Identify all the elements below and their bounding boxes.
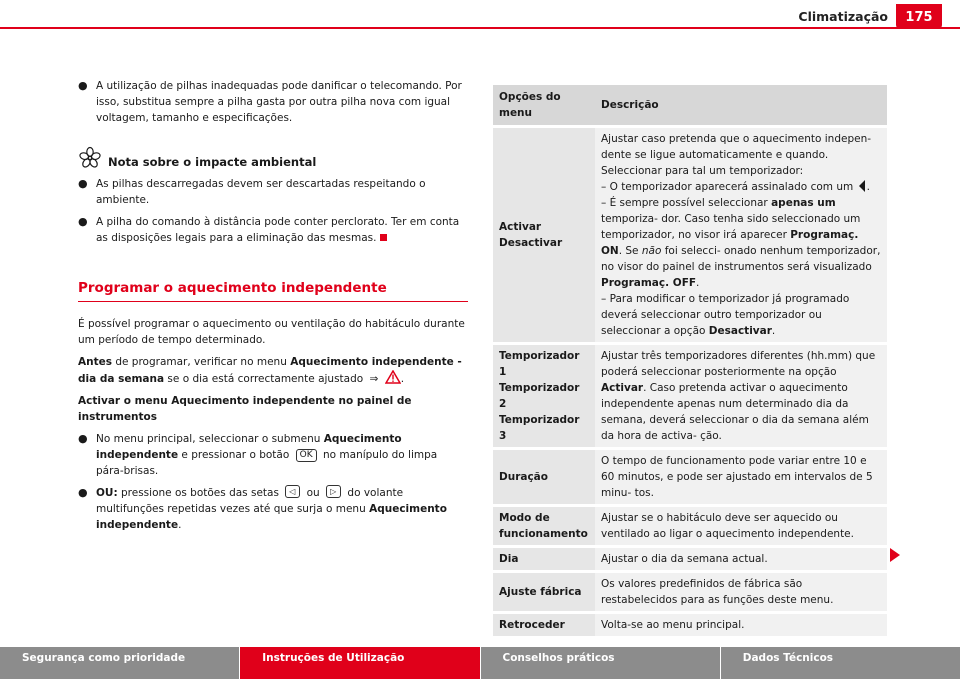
description-text: – Para modificar o temporizador já programado deverá seleccionar outro temporizador ou seleccionar a opção Desactivar. <box>601 293 850 337</box>
environment-note-title: Nota sobre o impacte ambiental <box>108 155 317 169</box>
warning-icon[interactable] <box>385 370 401 384</box>
description-fragment: Caso pretenda activar o aquecimento independente apenas num determinado dia da semana, deverá seleccionar o dia da semana além da hora de activa- ção. <box>601 382 869 442</box>
next-page-arrow-icon[interactable] <box>890 548 900 562</box>
description-fragment: Desactivar <box>708 325 772 337</box>
display-text-off: Programaç. OFF <box>601 277 697 289</box>
table-header-options: Opções do menu <box>493 85 595 127</box>
antes-menu: Aquecimento independente - dia da semana <box>78 356 462 385</box>
description-cell: Ajustar se o habitáculo deve ser aquecido ou ventilado ao ligar o aquecimento independente. <box>595 506 887 547</box>
left-column <box>78 78 468 539</box>
intro-paragraph: É possível programar o aquecimento ou ventilação do habitáculo durante um período de tempo determinado. <box>78 318 465 346</box>
env-bullet-2-text: A pilha do comando à distância pode conter perclorato. Ter em conta as disposições legais para a eliminação das mesmas. <box>96 216 460 244</box>
option-label: Modo de <box>499 512 550 524</box>
table-row <box>493 613 887 637</box>
table-row <box>493 127 887 344</box>
bullet-dot: ● <box>78 215 88 228</box>
option-label: Temporizador 2 <box>499 382 580 410</box>
option-cell: Retroceder <box>493 613 595 637</box>
activation-subheading: Activar o menu Aquecimento independente no painel de instrumentos <box>78 395 412 423</box>
step-1-text-1: No menu principal, seleccionar o submenu <box>96 433 321 445</box>
step-1-text-2: e pressionar o botão <box>181 449 290 461</box>
step-2-or: ou <box>306 487 320 499</box>
description-cell: Volta-se ao menu principal. <box>595 613 887 637</box>
option-label: funcionamento <box>499 528 588 540</box>
page-number: 175 <box>896 4 942 29</box>
description-cell: Ajustar o dia da semana actual. <box>595 547 887 572</box>
ok-key: OK <box>296 449 317 462</box>
step-2-ou: OU: <box>96 487 118 499</box>
step-1-menu: Aquecimento independente <box>96 433 402 461</box>
arrow-right-key-icon: ▷ <box>326 485 341 498</box>
option-cell <box>493 506 595 547</box>
step-2-text-2: do volante multifunções repetidas vezes até que surja o menu <box>96 487 404 515</box>
antes-text-1: de programar, verificar no menu <box>115 356 287 368</box>
description-fragment: – O temporizador aparecerá assinalado com um <box>601 181 854 193</box>
description-fragment: – É sempre possível seleccionar <box>601 197 768 209</box>
menu-options-table <box>493 85 887 636</box>
option-cell: Ajuste fábrica <box>493 572 595 613</box>
battery-warning-bullet <box>78 78 468 126</box>
footer-tab-instructions[interactable]: Instruções de Utilização <box>240 647 480 679</box>
end-of-section-marker <box>380 234 387 241</box>
bullet-dot: ● <box>78 79 88 92</box>
bullet-dot: ● <box>78 432 88 445</box>
description-text: Ajustar caso pretenda que o aquecimento indepen- dente se ligue automaticamente e quando. Seleccionar para tal um temporizador: <box>601 133 872 177</box>
display-text-on: Programaç. ON <box>601 229 859 257</box>
step-1-text-3: no manípulo do limpa pára-brisas. <box>96 449 438 477</box>
description-cell: Ajustar três temporizadores diferentes (hh.mm) que poderá seleccionar posteriormente na opção Activar. Caso pretenda activar o aquecimento independente apenas num determinado dia da semana, deverá seleccionar o dia da semana além da hora de activa- ção. <box>595 344 887 449</box>
env-bullet-1-text: As pilhas descarregadas devem ser descartadas respeitando o ambiente. <box>96 178 426 206</box>
option-label: Desactivar <box>499 237 563 249</box>
antes-paragraph: Antes de programar, verificar no menu Aquecimento independente - dia da semana se o dia está correctamente ajustado ⇒ . <box>78 356 462 385</box>
step-2-text-1: pressione os botões das setas <box>121 487 279 499</box>
footer-tab-practical-tips[interactable]: Conselhos práticos <box>481 647 721 679</box>
section-title: Programar o aquecimento independente <box>78 280 468 302</box>
antes-bold: Antes <box>78 356 112 368</box>
option-cell: Dia <box>493 547 595 572</box>
flower-icon <box>78 146 102 170</box>
description-fragment: Ajustar três temporizadores diferentes (hh.mm) que poderá seleccionar posteriormente na opção <box>601 350 876 378</box>
description-fragment: Activar <box>601 382 644 394</box>
description-cell: O tempo de funcionamento pode variar entre 10 e 60 minutos, e pode ser ajustado em intervalos de 5 minu- tos. <box>595 449 887 506</box>
cross-reference-arrow: ⇒ <box>369 373 379 385</box>
footer-tab-safety[interactable]: Segurança como prioridade <box>0 647 240 679</box>
step-2-menu: Aquecimento independente <box>96 503 447 531</box>
timer-marker-icon <box>859 180 865 192</box>
table-row <box>493 506 887 547</box>
table-header-row <box>493 85 887 127</box>
battery-warning-text: A utilização de pilhas inadequadas pode danificar o telecomando. Por isso, substitua sempre a pilha gasta por outra pilha nova com igual voltagem, tamanho e especificações. <box>96 80 462 124</box>
step-2: ● OU: pressione os botões das setas ◁ ou ▷ do volante multifunções repetidas vezes até que surja o menu Aquecimento independente. <box>78 486 447 531</box>
footer-tab-technical-data[interactable]: Dados Técnicos <box>721 647 960 679</box>
header-rule <box>0 27 960 29</box>
description-fragment: . Se <box>618 245 639 257</box>
option-label: Temporizador 3 <box>499 414 580 442</box>
table-row <box>493 547 887 572</box>
env-bullet-1 <box>78 176 468 208</box>
description-fragment: – Para modificar o temporizador já programado deverá seleccionar outro temporizador ou seleccionar a opção <box>601 293 850 337</box>
option-label: Temporizador 1 <box>499 350 580 378</box>
option-cell: Duração <box>493 449 595 506</box>
footer-nav <box>0 647 960 679</box>
env-bullet-2 <box>78 214 468 246</box>
bullet-dot: ● <box>78 177 88 190</box>
description-text: – É sempre possível seleccionar apenas um temporiza- dor. Caso tenha sido seleccionado um temporizador, no visor irá aparecer Programaç. ON. Se não foi selecci- onado nenhum temporizador, no visor do painel de instrumentos será visualizado Programaç. OFF. <box>601 197 881 289</box>
option-cell <box>493 344 595 449</box>
description-fragment: foi selecci- onado nenhum temporizador, no visor do painel de instrumentos será visualizado <box>601 245 881 273</box>
option-cell <box>493 127 595 344</box>
description-fragment: temporiza- dor. Caso tenha sido seleccionado um temporizador, no visor irá aparecer <box>601 213 861 241</box>
arrow-left-key-icon: ◁ <box>285 485 300 498</box>
page-header-title: Climatização <box>798 9 888 24</box>
description-cell: Os valores predefinidos de fábrica são restabelecidos para as funções deste menu. <box>595 572 887 613</box>
table-header-description: Descrição <box>595 85 887 127</box>
table-row <box>493 449 887 506</box>
description-text: – O temporizador aparecerá assinalado com um . <box>601 181 870 193</box>
bullet-dot: ● <box>78 486 88 499</box>
description-cell <box>595 127 887 344</box>
description-fragment: apenas um <box>771 197 836 209</box>
antes-text-2: se o dia está correctamente ajustado <box>167 373 364 385</box>
description-fragment: não <box>641 245 662 257</box>
environment-note-heading <box>78 146 468 170</box>
table-row <box>493 572 887 613</box>
step-1 <box>78 431 468 479</box>
option-label: Activar <box>499 221 542 233</box>
table-row <box>493 344 887 449</box>
